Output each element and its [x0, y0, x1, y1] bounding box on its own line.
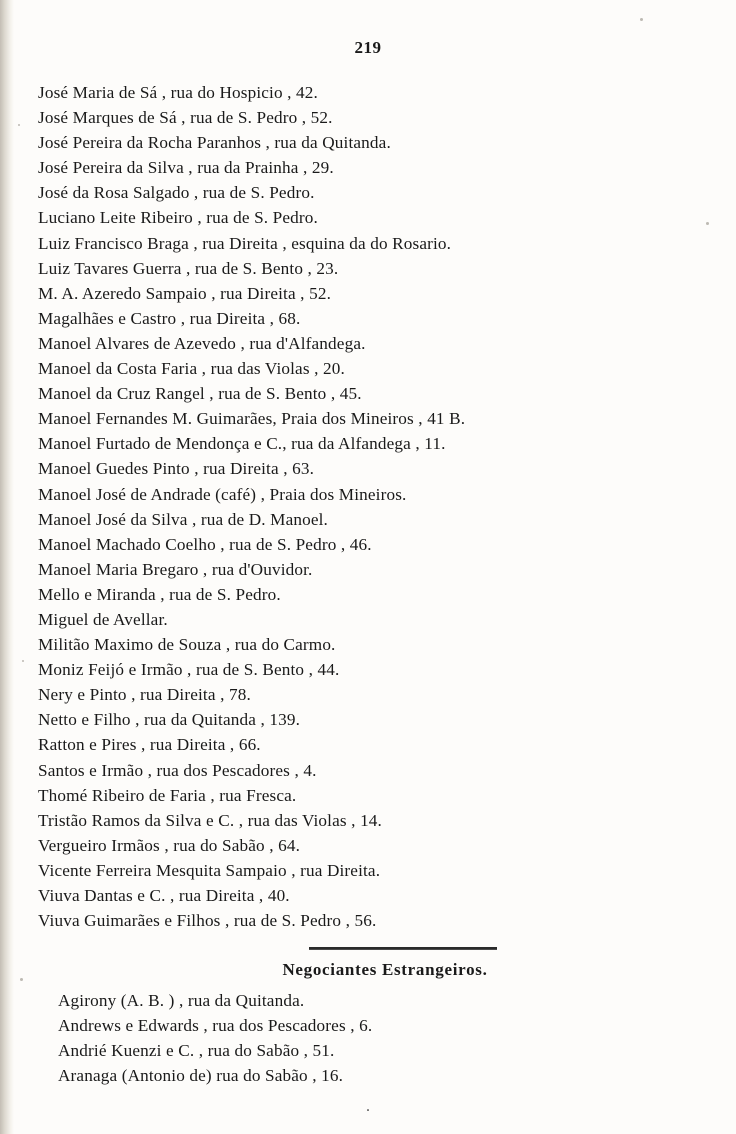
directory-entry: Mello e Miranda , rua de S. Pedro.: [38, 584, 281, 604]
directory-entry: Viuva Guimarães e Filhos , rua de S. Pedro , 56.: [38, 911, 377, 931]
directory-entry: Manoel Maria Bregaro , rua d'Ouvidor.: [38, 559, 313, 579]
directory-entry: Vicente Ferreira Mesquita Sampaio , rua Direita.: [38, 860, 381, 880]
merchant-list: [38, 80, 698, 933]
directory-listing: [38, 80, 698, 1089]
directory-entry: Manoel Machado Coelho , rua de S. Pedro , 46.: [38, 534, 372, 554]
directory-entry: Manoel Furtado de Mendonça e C., rua da Alfandega , 11.: [38, 434, 446, 454]
directory-entry: Moniz Feijó e Irmão , rua de S. Bento , 44.: [38, 660, 340, 680]
directory-entry: Nery e Pinto , rua Direita , 78.: [38, 685, 251, 705]
directory-entry: Manoel José da Silva , rua de D. Manoel.: [38, 509, 329, 529]
directory-entry: José Pereira da Rocha Paranhos , rua da Quitanda.: [38, 133, 391, 153]
directory-entry-foreign: Andrews e Edwards , rua dos Pescadores , 6.: [58, 1016, 373, 1036]
foreign-merchant-list: [38, 988, 698, 1088]
scan-speck: [640, 18, 643, 21]
directory-entry: Ratton e Pires , rua Direita , 66.: [38, 735, 261, 755]
scan-speck: [18, 124, 20, 126]
directory-entry: Vergueiro Irmãos , rua do Sabão , 64.: [38, 835, 301, 855]
directory-entry: Santos e Irmão , rua dos Pescadores , 4.: [38, 760, 317, 780]
directory-entry-foreign: Andrié Kuenzi e C. , rua do Sabão , 51.: [58, 1041, 335, 1061]
directory-entry: José Pereira da Silva , rua da Prainha , 29.: [38, 158, 334, 178]
directory-entry: Magalhães e Castro , rua Direita , 68.: [38, 308, 301, 328]
directory-entry: M. A. Azeredo Sampaio , rua Direita , 52.: [38, 283, 332, 303]
directory-entry: Manoel da Cruz Rangel , rua de S. Bento , 45.: [38, 384, 362, 404]
directory-entry: Manoel José de Andrade (café) , Praia dos Mineiros.: [38, 484, 407, 504]
section-divider: [38, 947, 698, 950]
directory-entry: Luciano Leite Ribeiro , rua de S. Pedro.: [38, 208, 318, 228]
scan-speck: [20, 978, 23, 981]
directory-entry: Luiz Tavares Guerra , rua de S. Bento , 23.: [38, 258, 339, 278]
scan-speck: [22, 660, 24, 662]
directory-entry: Manoel Guedes Pinto , rua Direita , 63.: [38, 459, 315, 479]
directory-entry: Netto e Filho , rua da Quitanda , 139.: [38, 710, 301, 730]
directory-entry: Tristão Ramos da Silva e C. , rua das Violas , 14.: [38, 810, 382, 830]
directory-entry: Manoel Alvares de Azevedo , rua d'Alfandega.: [38, 333, 366, 353]
directory-entry: Manoel da Costa Faria , rua das Violas , 20.: [38, 359, 345, 379]
directory-entry-foreign: Agirony (A. B. ) , rua da Quitanda.: [58, 991, 305, 1011]
directory-entry: Luiz Francisco Braga , rua Direita , esquina da do Rosario.: [38, 233, 452, 253]
directory-entry: Militão Maximo de Souza , rua do Carmo.: [38, 635, 336, 655]
directory-entry: José da Rosa Salgado , rua de S. Pedro.: [38, 183, 315, 203]
page-footer-mark: .: [366, 1098, 370, 1115]
scan-speck: [706, 222, 709, 225]
directory-entry: José Maria de Sá , rua do Hospicio , 42.: [38, 83, 318, 102]
section-heading-foreign-merchants: Negociantes Estrangeiros.: [282, 960, 488, 980]
directory-entry: Viuva Dantas e C. , rua Direita , 40.: [38, 886, 290, 905]
directory-entry: Manoel Fernandes M. Guimarães, Praia dos Mineiros , 41 B.: [38, 409, 466, 429]
directory-entry: Thomé Ribeiro de Faria , rua Fresca.: [38, 785, 297, 805]
page-number: 219: [354, 38, 382, 57]
directory-entry-foreign: Aranaga (Antonio de) rua do Sabão , 16.: [58, 1066, 344, 1086]
page-gutter-shadow: [0, 0, 14, 1134]
directory-entry: José Marques de Sá , rua de S. Pedro , 52.: [38, 108, 333, 128]
directory-entry: Miguel de Avellar.: [38, 609, 168, 629]
